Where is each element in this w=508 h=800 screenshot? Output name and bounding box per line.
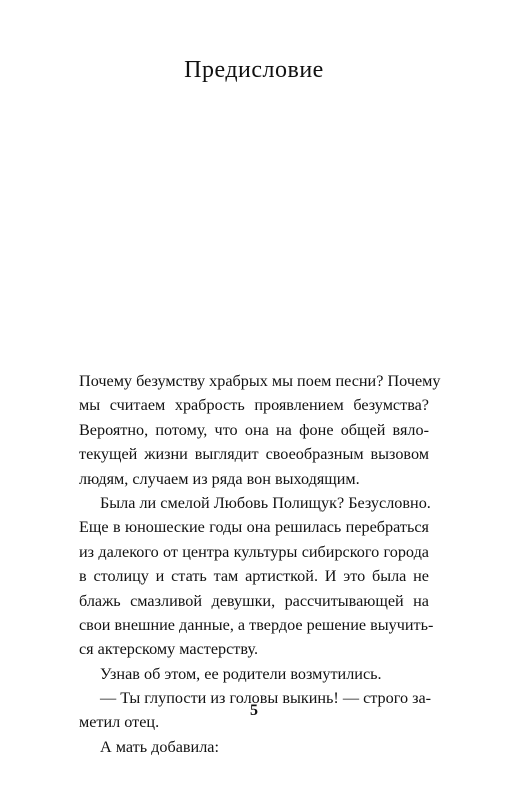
page-number: 5 (250, 702, 258, 719)
text-line: Вероятно, потому, что она на фоне общей вяло- (79, 420, 429, 439)
text-line: в столицу и стать там артисткой. И это была не (79, 567, 429, 586)
text-line: ся актерскому мастерству. (79, 640, 258, 659)
text-line: свои внешние данные, а твердое решение выучить- (79, 615, 434, 634)
text-line: Еще в юношеские годы она решилась перебраться (79, 518, 429, 537)
text-line: Узнав об этом, ее родители возмутились. (100, 664, 382, 683)
text-line: блажь смазливой девушки, рассчитывающей на (79, 591, 429, 610)
text-line: мы считаем храбрость проявлением безумства? (79, 396, 429, 415)
text-line: текущей жизни выглядит своеобразным вызовом (79, 445, 429, 464)
text-line: А мать добавила: (100, 737, 219, 756)
chapter-title: Предисловие (184, 57, 324, 83)
text-line: метил отец. (79, 713, 160, 732)
text-line: Была ли смелой Любовь Полищук? Безусловно. (100, 493, 431, 512)
text-line: людям, случаем из ряда вон выходящим. (79, 469, 360, 488)
body-text (79, 369, 441, 759)
text-line: — Ты глупости из головы выкинь! — строго за- (100, 689, 432, 708)
text-line: Почему безумству храбрых мы поем песни? Почему (79, 372, 441, 390)
text-line: из далекого от центра культуры сибирского города (79, 542, 429, 561)
